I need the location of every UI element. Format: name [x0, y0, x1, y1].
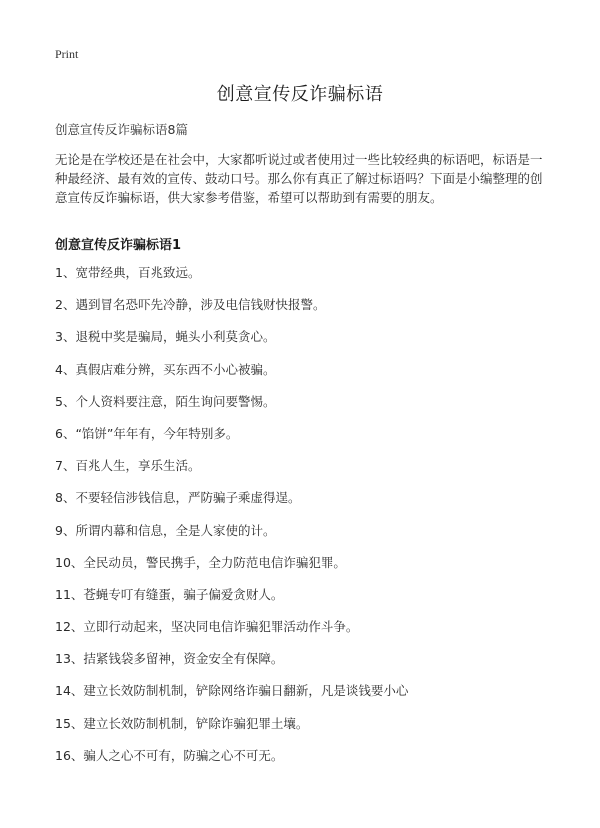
- slogan-item: 15、建立长效防制机制，铲除诈骗犯罪土壤。: [55, 715, 309, 731]
- slogan-item: 7、百兆人生，享乐生活。: [55, 458, 201, 474]
- slogan-item: 8、不要轻信涉钱信息，严防骗子乘虚得逞。: [55, 490, 301, 506]
- slogan-item: 10、全民动员，警民携手，全力防范电信诈骗犯罪。: [55, 554, 346, 570]
- slogan-item: 1、宽带经典，百兆致远。: [55, 265, 201, 280]
- slogan-item: 9、所谓内幕和信息，全是人家使的计。: [55, 522, 276, 538]
- slogan-item: 11、苍蝇专叮有缝蛋，骗子偏爱贪财人。: [55, 586, 284, 602]
- section-heading: 创意宣传反诈骗标语1: [55, 238, 182, 253]
- slogan-item: 14、建立长效防制机制，铲除网络诈骗日翻新，凡是谈钱要小心: [55, 683, 409, 699]
- slogan-item: 12、立即行动起来，坚决同电信诈骗犯罪活动作斗争。: [55, 619, 359, 635]
- slogan-item: 16、骗人之心不可有，防骗之心不可无。: [55, 747, 284, 763]
- print-link[interactable]: Print: [55, 47, 79, 61]
- slogan-list: [55, 264, 555, 779]
- slogan-item: 5、个人资料要注意，陌生询问要警惕。: [55, 393, 276, 409]
- slogan-item: 4、真假店难分辨，买东西不小心被骗。: [55, 361, 276, 377]
- slogan-item: 3、退税中奖是骗局，蝇头小利莫贪心。: [55, 329, 276, 345]
- intro-paragraph: 无论是在学校还是在社会中，大家都听说过或者使用过一些比较经典的标语吧，标语是一种最经济、最有效的宣传、鼓动口号。那么你有真正了解过标语吗？下面是小编整理的创意宣传反诈骗标语，供大家参考借鉴，希望可以帮助到有需要的朋友。: [55, 152, 543, 205]
- document-subtitle: 创意宣传反诈骗标语8篇: [55, 122, 188, 137]
- slogan-item: 13、拮紧钱袋多留神，资金安全有保障。: [55, 651, 284, 667]
- page-title: 创意宣传反诈骗标语: [216, 84, 384, 105]
- slogan-item: 2、遇到冒名恐吓先冷静，涉及电信钱财快报警。: [55, 297, 326, 313]
- slogan-item: 6、“馅饼”年年有，今年特别多。: [55, 425, 239, 441]
